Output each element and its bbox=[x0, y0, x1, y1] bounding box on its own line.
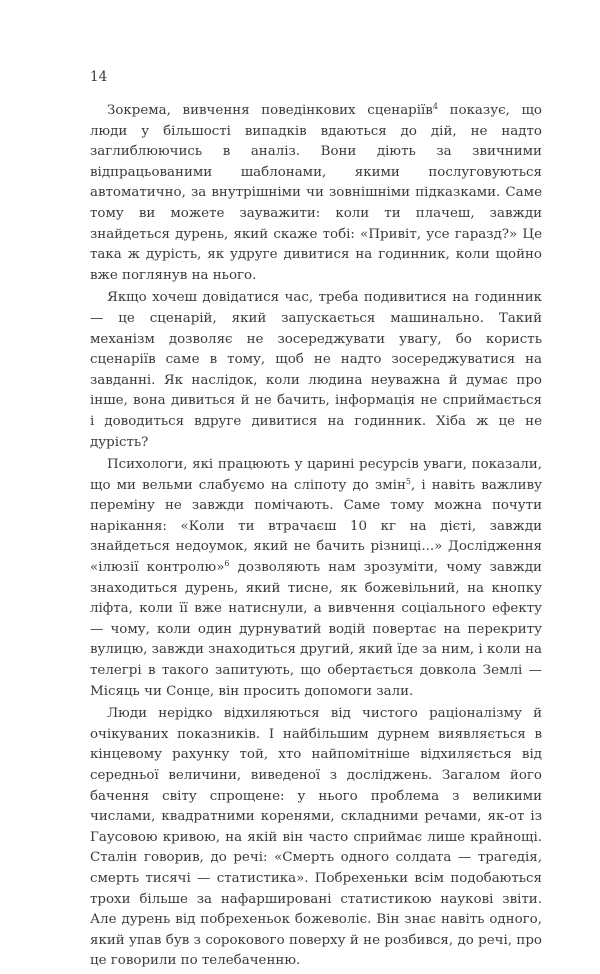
text-run: Зокрема, вивчення поведінкових сценаріїв bbox=[107, 103, 433, 118]
text-run: показує, що люди у більшості випадків вдаються до дій, не надто заглиблюючись в аналіз. Вони діють за звичними відпрацьованими шаблонами, якими послуговуються автоматично, за внутрішніми чи зовнішніми підказками. Саме тому ви можете зауважити: коли ти плачеш, завжди знайдеться дурень, який скаже тобі: «Привіт, усе гаразд?» Це така ж дурість, як удруге дивитися на годинник, коли щойно вже поглянув на нього. bbox=[90, 103, 542, 283]
text-run: Психологи, які працюють у царині ресурсів уваги, показали, що ми вельми слабуємо на сліпоту до змін bbox=[90, 457, 542, 493]
text-run: Люди нерідко відхиляються від чистого раціоналізму й очікуваних показників. І найбільшим дурнем виявляється в кінцевому рахунку той, хто найпомітніше відхиляється від середньої величини, виведеної з досліджень. Загалом його бачення світу спрощене: у нього проблема з великими числами, квадратними коренями, складними речами, як-от із Гаусовою кривою, на якій він часто сприймає лише крайнощі. Сталін говорив, до речі: «Смерть одного солдата — трагедія, смерть тисячі — статистика». Побрехеньки всім подобаються трохи більше за нафаршировані статистикою наукові звіти. Але дурень від побрехеньок божеволіє. Він знає навіть одного, який упав був з сорокового поверху й не розбився, до речі, про це говорили по телебаченню. bbox=[90, 706, 542, 969]
page-number: 14 bbox=[90, 69, 108, 85]
footnote-ref: 6 bbox=[224, 559, 230, 569]
paragraph-4 bbox=[90, 704, 542, 972]
paragraph-3 bbox=[90, 455, 542, 702]
footnote-ref: 4 bbox=[432, 102, 438, 111]
text-run: , і навіть важливу переміну не завжди помічають. Саме тому можна почути нарікання: «Коли ти втрачаєш 10 кг на дієті, завжди знайдеться недоумок, який не бачить різниці...» Дослідження «ілюзії контролю» bbox=[90, 477, 542, 576]
paragraph-1 bbox=[90, 101, 542, 286]
paragraph-2 bbox=[90, 288, 542, 453]
footnote-ref: 5 bbox=[405, 476, 411, 486]
body-text bbox=[90, 101, 542, 974]
text-run: Якщо хочеш довідатися час, треба подивитися на годинник — це сценарій, який запускається машинально. Такий механізм дозволяє не зосереджувати увагу, бо користь сценаріїв саме в тому, щоб не надто зосереджуватися на завданні. Як наслідок, коли людина неуважна й думає про інше, вона дивиться й не бачить, інформація не сприймається і доводиться вдруге дивитися на годинник. Хіба ж це не дурість? bbox=[90, 290, 542, 450]
text-run: дозволяють нам зрозуміти, чому завжди знаходиться дурень, який тисне, як божевільний, на кнопку ліфта, коли її вже натиснули, а вивчення соціального ефекту — чому, коли один дурнуватий водій повертає на перекриту вулицю, завжди знаходиться другий, який їде за ним, і коли на телегрі в такого запитують, що обертається довкола Землі — Місяць чи Сонце, він просить допомоги зали. bbox=[90, 560, 542, 699]
